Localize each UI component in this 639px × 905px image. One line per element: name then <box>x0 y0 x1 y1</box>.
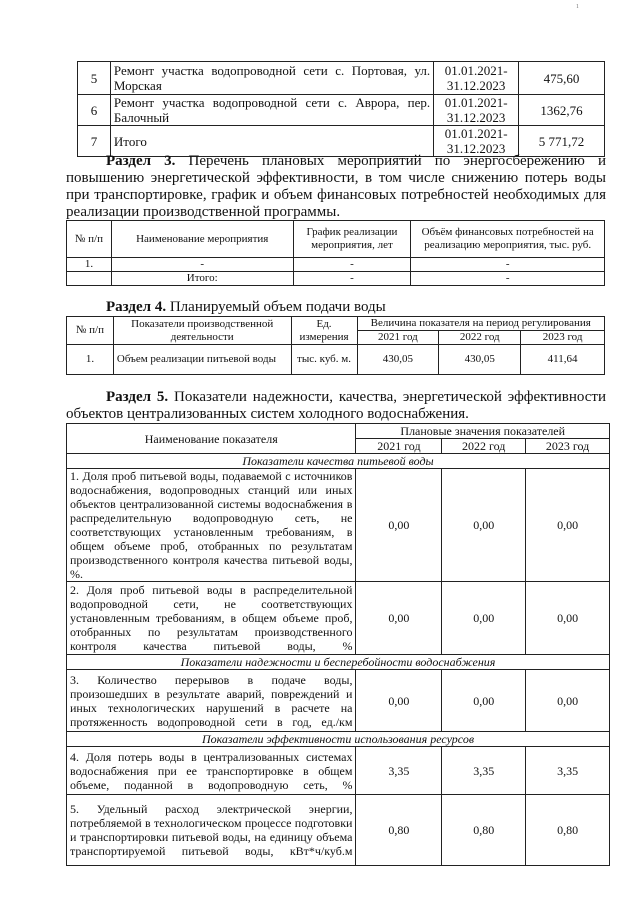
section-5-paragraph <box>66 389 606 423</box>
cell: 0,00 <box>356 670 442 732</box>
cell: 430,05 <box>357 345 439 375</box>
indicator-name: 5. Удельный расход электрической энергии, потребляемой в технологическом процессе подготовки и транспортировки питьевой воды, на единицу объема транспортируемой питьевой воды, кВт*ч/куб.м <box>67 795 356 866</box>
group-title-row <box>67 655 610 670</box>
group-title-row <box>67 454 610 469</box>
cell: 0,80 <box>356 795 442 866</box>
table-row <box>67 469 610 582</box>
section-4-title: Планируемый объем подачи воды <box>169 299 386 315</box>
group-title: Показатели качества питьевой воды <box>67 454 610 469</box>
cell: 3,35 <box>526 747 610 795</box>
cell: Объем реализации питьевой воды <box>113 345 291 375</box>
table-header-row <box>67 317 605 331</box>
header-schedule: График реализации мероприятия, лет <box>293 221 411 258</box>
section-4-heading <box>106 299 506 316</box>
cell: тыс. куб. м. <box>291 345 357 375</box>
table-total-row <box>67 272 605 286</box>
header-financing: Объём финансовых потребностей на реализацию мероприятия, тыс. руб. <box>411 221 605 258</box>
cell: 1. <box>67 258 112 272</box>
cell: - <box>411 272 605 286</box>
cell: 0,00 <box>442 469 526 582</box>
table-row <box>67 670 610 732</box>
section-3-paragraph <box>66 153 606 221</box>
section-5-table <box>66 423 610 866</box>
table-header-row <box>67 221 605 258</box>
header-name: Наименование мероприятия <box>111 221 293 258</box>
header-unit: Ед. измерения <box>291 317 357 345</box>
cell: 0,00 <box>442 582 526 655</box>
cell: - <box>293 258 411 272</box>
cell: 0,80 <box>442 795 526 866</box>
cell: 0,00 <box>356 469 442 582</box>
cell: 1. <box>67 345 114 375</box>
section-5-text: Показатели надежности, качества, энергетической эффективности объектов централизованных систем холодного водоснабжения. <box>66 389 607 422</box>
header-num: № п/п <box>67 221 112 258</box>
table-row <box>78 126 605 157</box>
header-period: Величина показателя на период регулирования <box>357 317 605 331</box>
cell: 0,00 <box>526 469 610 582</box>
section-3-label: Раздел 3. <box>106 153 176 169</box>
table-top <box>77 61 605 157</box>
total-label: Итого: <box>111 272 293 286</box>
cell: 0,80 <box>526 795 610 866</box>
row-amount: 5 771,72 <box>519 126 605 157</box>
cell: 3,35 <box>442 747 526 795</box>
indicator-name: 2. Доля проб питьевой воды в распределительной водопроводной сети, не соответствующих установленным требованиям, в общем объеме проб, отобранных по результатам производственного контроля качества питьевой воды, % <box>67 582 356 655</box>
header-year: 2023 год <box>521 331 605 345</box>
header-year: 2022 год <box>442 439 526 454</box>
cell: 430,05 <box>439 345 521 375</box>
table-row <box>67 747 610 795</box>
section-5-label: Раздел 5. <box>106 389 169 405</box>
corner-mark: 1 <box>576 4 579 10</box>
group-title: Показатели надежности и бесперебойности водоснабжения <box>67 655 610 670</box>
section-3-text: Перечень плановых мероприятий по энергосбережению и повышению энергетической эффективности, в том числе снижению потерь воды при транспортировке, график и объем финансовых потребностей необходимых для реализации производственной программы. <box>66 153 606 220</box>
row-amount: 1362,76 <box>519 95 605 126</box>
indicator-name: 3. Количество перерывов в подаче воды, произошедших в результате аварий, повреждений и иных технологических нарушений в расчете на протяженность водопроводной сети в год, ед./км <box>67 670 356 732</box>
section-3-table <box>66 220 605 286</box>
header-year: 2021 год <box>356 439 442 454</box>
cell: - <box>411 258 605 272</box>
row-amount: 475,60 <box>519 62 605 95</box>
row-number: 5 <box>78 62 111 95</box>
header-name: Наименование показателя <box>67 424 356 454</box>
row-number: 7 <box>78 126 111 157</box>
table-row <box>67 582 610 655</box>
table-row <box>67 258 605 272</box>
table-header-row <box>67 424 610 439</box>
indicator-name: 4. Доля потерь воды в централизованных системах водоснабжения при ее транспортировке в общем объеме, поданной в водопроводную сеть, % <box>67 747 356 795</box>
row-period: 01.01.2021-31.12.2023 <box>434 126 519 157</box>
row-name: Ремонт участка водопроводной сети с. Аврора, пер. Балочный <box>110 95 433 126</box>
cell: - <box>111 258 293 272</box>
group-title: Показатели эффективности использования ресурсов <box>67 732 610 747</box>
cell: 411,64 <box>521 345 605 375</box>
header-planned: Плановые значения показателей <box>356 424 610 439</box>
cell: 3,35 <box>356 747 442 795</box>
row-number: 6 <box>78 95 111 126</box>
cell: 0,00 <box>526 582 610 655</box>
group-title-row <box>67 732 610 747</box>
row-period: 01.01.2021-31.12.2023 <box>434 95 519 126</box>
row-name: Итого <box>110 126 433 157</box>
table-row <box>67 795 610 866</box>
table-row <box>78 62 605 95</box>
cell: 0,00 <box>356 582 442 655</box>
header-year: 2022 год <box>439 331 521 345</box>
cell: - <box>293 272 411 286</box>
row-period: 01.01.2021-31.12.2023 <box>434 62 519 95</box>
header-num: № п/п <box>67 317 114 345</box>
cell: 0,00 <box>442 670 526 732</box>
header-year: 2021 год <box>357 331 439 345</box>
header-year: 2023 год <box>526 439 610 454</box>
row-name: Ремонт участка водопроводной сети с. Портовая, ул. Морская <box>110 62 433 95</box>
indicator-name: 1. Доля проб питьевой воды, подаваемой с источников водоснабжения, водопроводных станций или иных объектов централизованной системы водоснабжения в распределительную водопроводную сеть, не соответствующих установленным требованиям, в общем объеме проб, отобранных по результатам производственного контроля качества питьевой воды, %. <box>67 469 356 582</box>
table-row <box>78 95 605 126</box>
header-indicator: Показатели производственной деятельности <box>113 317 291 345</box>
table-row <box>67 345 605 375</box>
section-4-table <box>66 316 605 375</box>
cell: 0,00 <box>526 670 610 732</box>
section-4-label: Раздел 4. <box>106 299 167 315</box>
